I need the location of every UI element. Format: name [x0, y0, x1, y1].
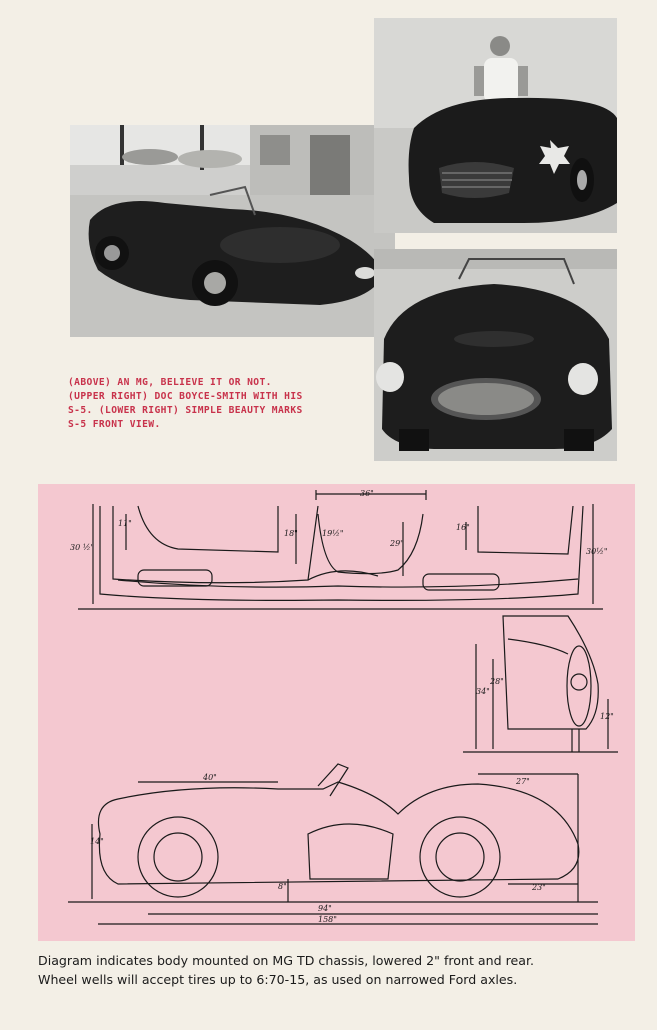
dim-40: 40" [203, 773, 217, 782]
caption-line-1: (ABOVE) AN MG, BELIEVE IT OR NOT. [68, 377, 272, 388]
dim-18: 18" [284, 529, 298, 538]
front-view-drawing [463, 616, 618, 752]
dim-12: 12" [600, 712, 614, 721]
photo-s5-front-view [374, 249, 617, 461]
top-view-drawing [78, 490, 603, 609]
dim-34: 34" [476, 687, 490, 696]
caption-line-4: S-5 FRONT VIEW. [68, 419, 161, 430]
dim-14: 14" [90, 837, 104, 846]
dim-30-left: 30 ½" [70, 543, 95, 552]
dim-158: 158" [318, 915, 337, 924]
dim-36: 36" [360, 489, 374, 498]
caption-line-3: S-5. (LOWER RIGHT) SIMPLE BEAUTY MARKS [68, 405, 303, 416]
body-dimension-diagram [38, 484, 635, 941]
diagram-footnote [38, 951, 643, 989]
dim-28: 28" [490, 677, 504, 686]
photo-mg-roadster [70, 125, 395, 337]
dim-94: 94" [318, 904, 332, 913]
side-view-drawing [68, 764, 598, 924]
dim-23: 23" [532, 883, 546, 892]
dim-16: 16" [456, 523, 470, 532]
photo-caption [68, 376, 368, 432]
footnote-line-1: Diagram indicates body mounted on MG TD chassis, lowered 2" front and rear. [38, 953, 534, 968]
caption-line-2: (UPPER RIGHT) DOC BOYCE-SMITH WITH HIS [68, 391, 303, 402]
dim-11: 11" [118, 519, 132, 528]
dim-19-5: 19½" [322, 529, 344, 538]
dim-29: 29" [390, 539, 404, 548]
dim-8: 8" [278, 882, 287, 891]
photo-boyce-smith-with-s5 [374, 18, 617, 233]
dim-27: 27" [516, 777, 530, 786]
dim-30-right: 30½" [586, 547, 608, 556]
footnote-line-2: Wheel wells will accept tires up to 6:70-15, as used on narrowed Ford axles. [38, 972, 518, 987]
